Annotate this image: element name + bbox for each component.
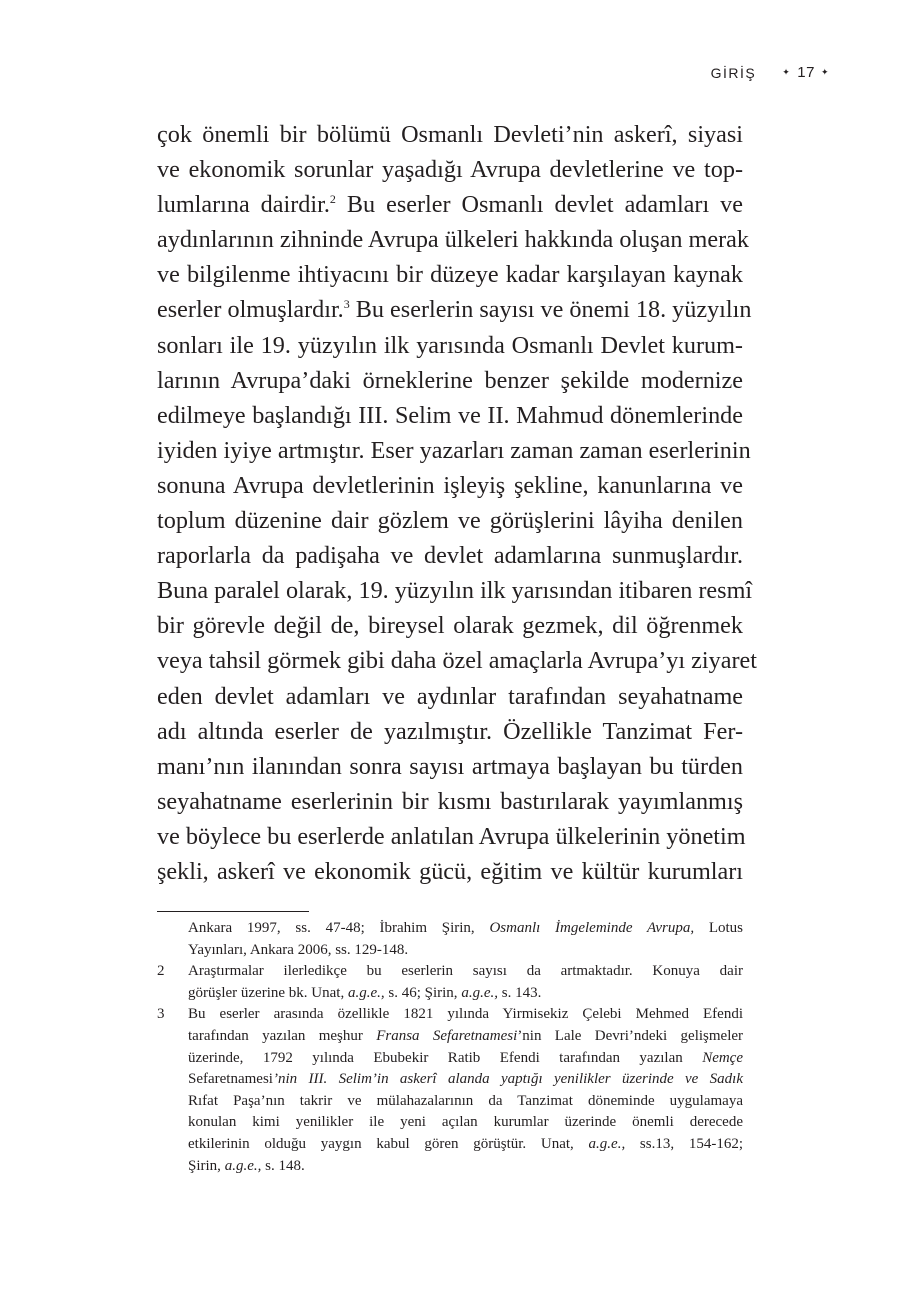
footnote-text xyxy=(188,961,743,1004)
footnote-line xyxy=(188,1134,743,1156)
footnote-item xyxy=(157,1004,743,1177)
footnote-separator xyxy=(157,911,309,912)
star-ornament-icon: ✦ xyxy=(782,67,792,77)
text-run: görüşler üzerine bk. Unat, xyxy=(188,984,348,1001)
body-line: raporlarla da padişaha ve devlet adamlarına sunmuşlardır. xyxy=(157,542,743,570)
footnote-line xyxy=(188,1156,743,1178)
footnote-line xyxy=(188,1004,743,1026)
text-run: lumlarına dairdir. xyxy=(157,191,330,219)
italic-title: Fransa Sefaretnamesi xyxy=(376,1027,518,1044)
page-number: 17 xyxy=(797,64,815,81)
text-run: Sefaretnamesi xyxy=(188,1071,273,1088)
footnote-continuation xyxy=(157,918,743,961)
body-text xyxy=(157,117,757,889)
footnote-line xyxy=(188,1069,743,1091)
body-line: ve bilgilenme ihtiyacını bir düzeye kadar karşılayan kaynak xyxy=(157,261,743,289)
body-line: sonları ile 19. yüzyılın ilk yarısında Osmanlı Devlet kurum- xyxy=(157,331,743,359)
text-run: Lotus xyxy=(694,920,744,936)
footnote-line xyxy=(188,961,743,983)
text-run: Şirin, xyxy=(188,1157,225,1174)
text-run: üzerinde, 1792 yılında Ebubekir Ratib Efendi tarafından yazılan xyxy=(188,1049,703,1066)
body-line: ve böylece bu eserlerde anlatılan Avrupa ülkelerinin yönetim xyxy=(157,822,746,850)
italic-title: Osmanlı İmgeleminde Avrupa, xyxy=(489,920,695,936)
footnote-line xyxy=(188,1112,743,1134)
body-line: iyiden iyiye artmıştır. Eser yazarları zaman zaman eserlerinin xyxy=(157,436,751,464)
text-run: ss.13, 154-162; xyxy=(625,1135,743,1152)
body-line: toplum düzenine dair gözlem ve görüşlerini lâyiha denilen xyxy=(157,507,743,535)
body-line: eden devlet adamları ve aydınlar tarafından seyahatname xyxy=(157,682,743,710)
text-run: s. 143. xyxy=(497,984,542,1001)
body-line: aydınlarının zihninde Avrupa ülkeleri hakkında oluşan merak xyxy=(157,226,749,254)
footnote-line xyxy=(188,940,743,962)
body-line: adı altında eserler de yazılmıştır. Özellikle Tanzimat Fer- xyxy=(157,717,743,745)
footnote-line xyxy=(188,1048,743,1070)
italic-title: a.g.e., xyxy=(224,1157,262,1174)
footnote-ref: 2 xyxy=(329,192,336,207)
footnote-line xyxy=(188,1091,743,1113)
body-line: larının Avrupa’daki örneklerine benzer şekilde modernize xyxy=(157,366,743,394)
text-run: ’nin Lale Devri’ndeki gelişmeler xyxy=(517,1027,744,1044)
italic-title: Nemçe xyxy=(702,1049,743,1066)
footnote-text xyxy=(188,1004,743,1177)
body-line: Buna paralel olarak, 19. yüzyılın ilk yarısından itibaren resmî xyxy=(157,577,753,605)
section-title: GİRİŞ xyxy=(710,64,757,81)
body-line: veya tahsil görmek gibi daha özel amaçlarla Avrupa’yı ziyaret xyxy=(157,647,757,675)
text-run: s. 46; Şirin, xyxy=(384,984,462,1001)
text-run: Bu eserler arasında özellikle 1821 yılında Yirmisekiz Çelebi Mehmed Efendi xyxy=(188,1006,743,1023)
body-line xyxy=(157,187,743,222)
footnotes xyxy=(157,918,743,1177)
footnote-ref: 3 xyxy=(343,297,350,312)
italic-title: a.g.e., xyxy=(461,984,498,1001)
footnote-number xyxy=(157,918,188,961)
star-ornament-icon: ✦ xyxy=(820,67,830,77)
footnote-item xyxy=(157,961,743,1004)
body-line: bir görevle değil de, bireysel olarak gezmek, dil öğrenmek xyxy=(157,612,743,640)
text-run: Araştırmalar ilerledikçe bu eserlerin sayısı da artmaktadır. Konuya dair xyxy=(188,963,743,980)
text-run: Bu eserlerin sayısı ve önemi 18. yüzyılın xyxy=(349,296,752,324)
text-run: tarafından yazılan meşhur xyxy=(188,1027,377,1044)
body-line: sonuna Avrupa devletlerinin işleyiş şekline, kanunlarına ve xyxy=(157,471,743,499)
text-run: Bu eserler Osmanlı devlet adamları ve xyxy=(335,191,743,219)
body-line: edilmeye başlandığı III. Selim ve II. Mahmud dönemlerinde xyxy=(157,401,743,429)
text-run: s. 148. xyxy=(261,1157,305,1174)
footnote-line xyxy=(188,1026,743,1048)
footnote-number: 3 xyxy=(157,1006,165,1023)
italic-title: a.g.e., xyxy=(588,1135,626,1152)
text-run: etkilerinin olduğu yaygın kabul gören görüştür. Unat, xyxy=(188,1135,589,1152)
footnote-line xyxy=(188,918,743,940)
body-line: ve ekonomik sorunlar yaşadığı Avrupa devletlerine ve top- xyxy=(157,156,743,184)
text-run: Ankara 1997, ss. 47-48; İbrahim Şirin, xyxy=(188,920,490,936)
text-run: Rıfat Paşa’nın takrir ve mülahazalarının da Tanzimat döneminde uygulamaya xyxy=(188,1092,743,1109)
text-run: Yayınları, Ankara 2006, ss. 129-148. xyxy=(188,941,409,958)
body-line: seyahatname eserlerinin bir kısmı bastırılarak yayımlanmış xyxy=(157,787,743,815)
text-run: konulan kimi yenilikler ile yeni açılan kurumlar üzerinde önemli derecede xyxy=(188,1114,743,1131)
body-line: manı’nın ilanından sonra sayısı artmaya başlayan bu türden xyxy=(157,752,743,780)
footnote-text xyxy=(188,918,743,961)
body-line: çok önemli bir bölümü Osmanlı Devleti’nin askerî, siyasi xyxy=(157,121,743,148)
italic-title: a.g.e., xyxy=(347,984,385,1001)
body-line: şekli, askerî ve ekonomik gücü, eğitim ve kültür kurumları xyxy=(157,857,743,885)
footnote-line xyxy=(188,983,743,1005)
running-header xyxy=(711,64,830,81)
italic-title: ’nin III. Selim’in askerî alanda yaptığı yenilikler üzerinde ve Sadık xyxy=(272,1071,743,1088)
text-run: eserler olmuşlardır. xyxy=(157,296,344,324)
footnote-number: 2 xyxy=(157,963,165,980)
body-line xyxy=(157,292,752,327)
